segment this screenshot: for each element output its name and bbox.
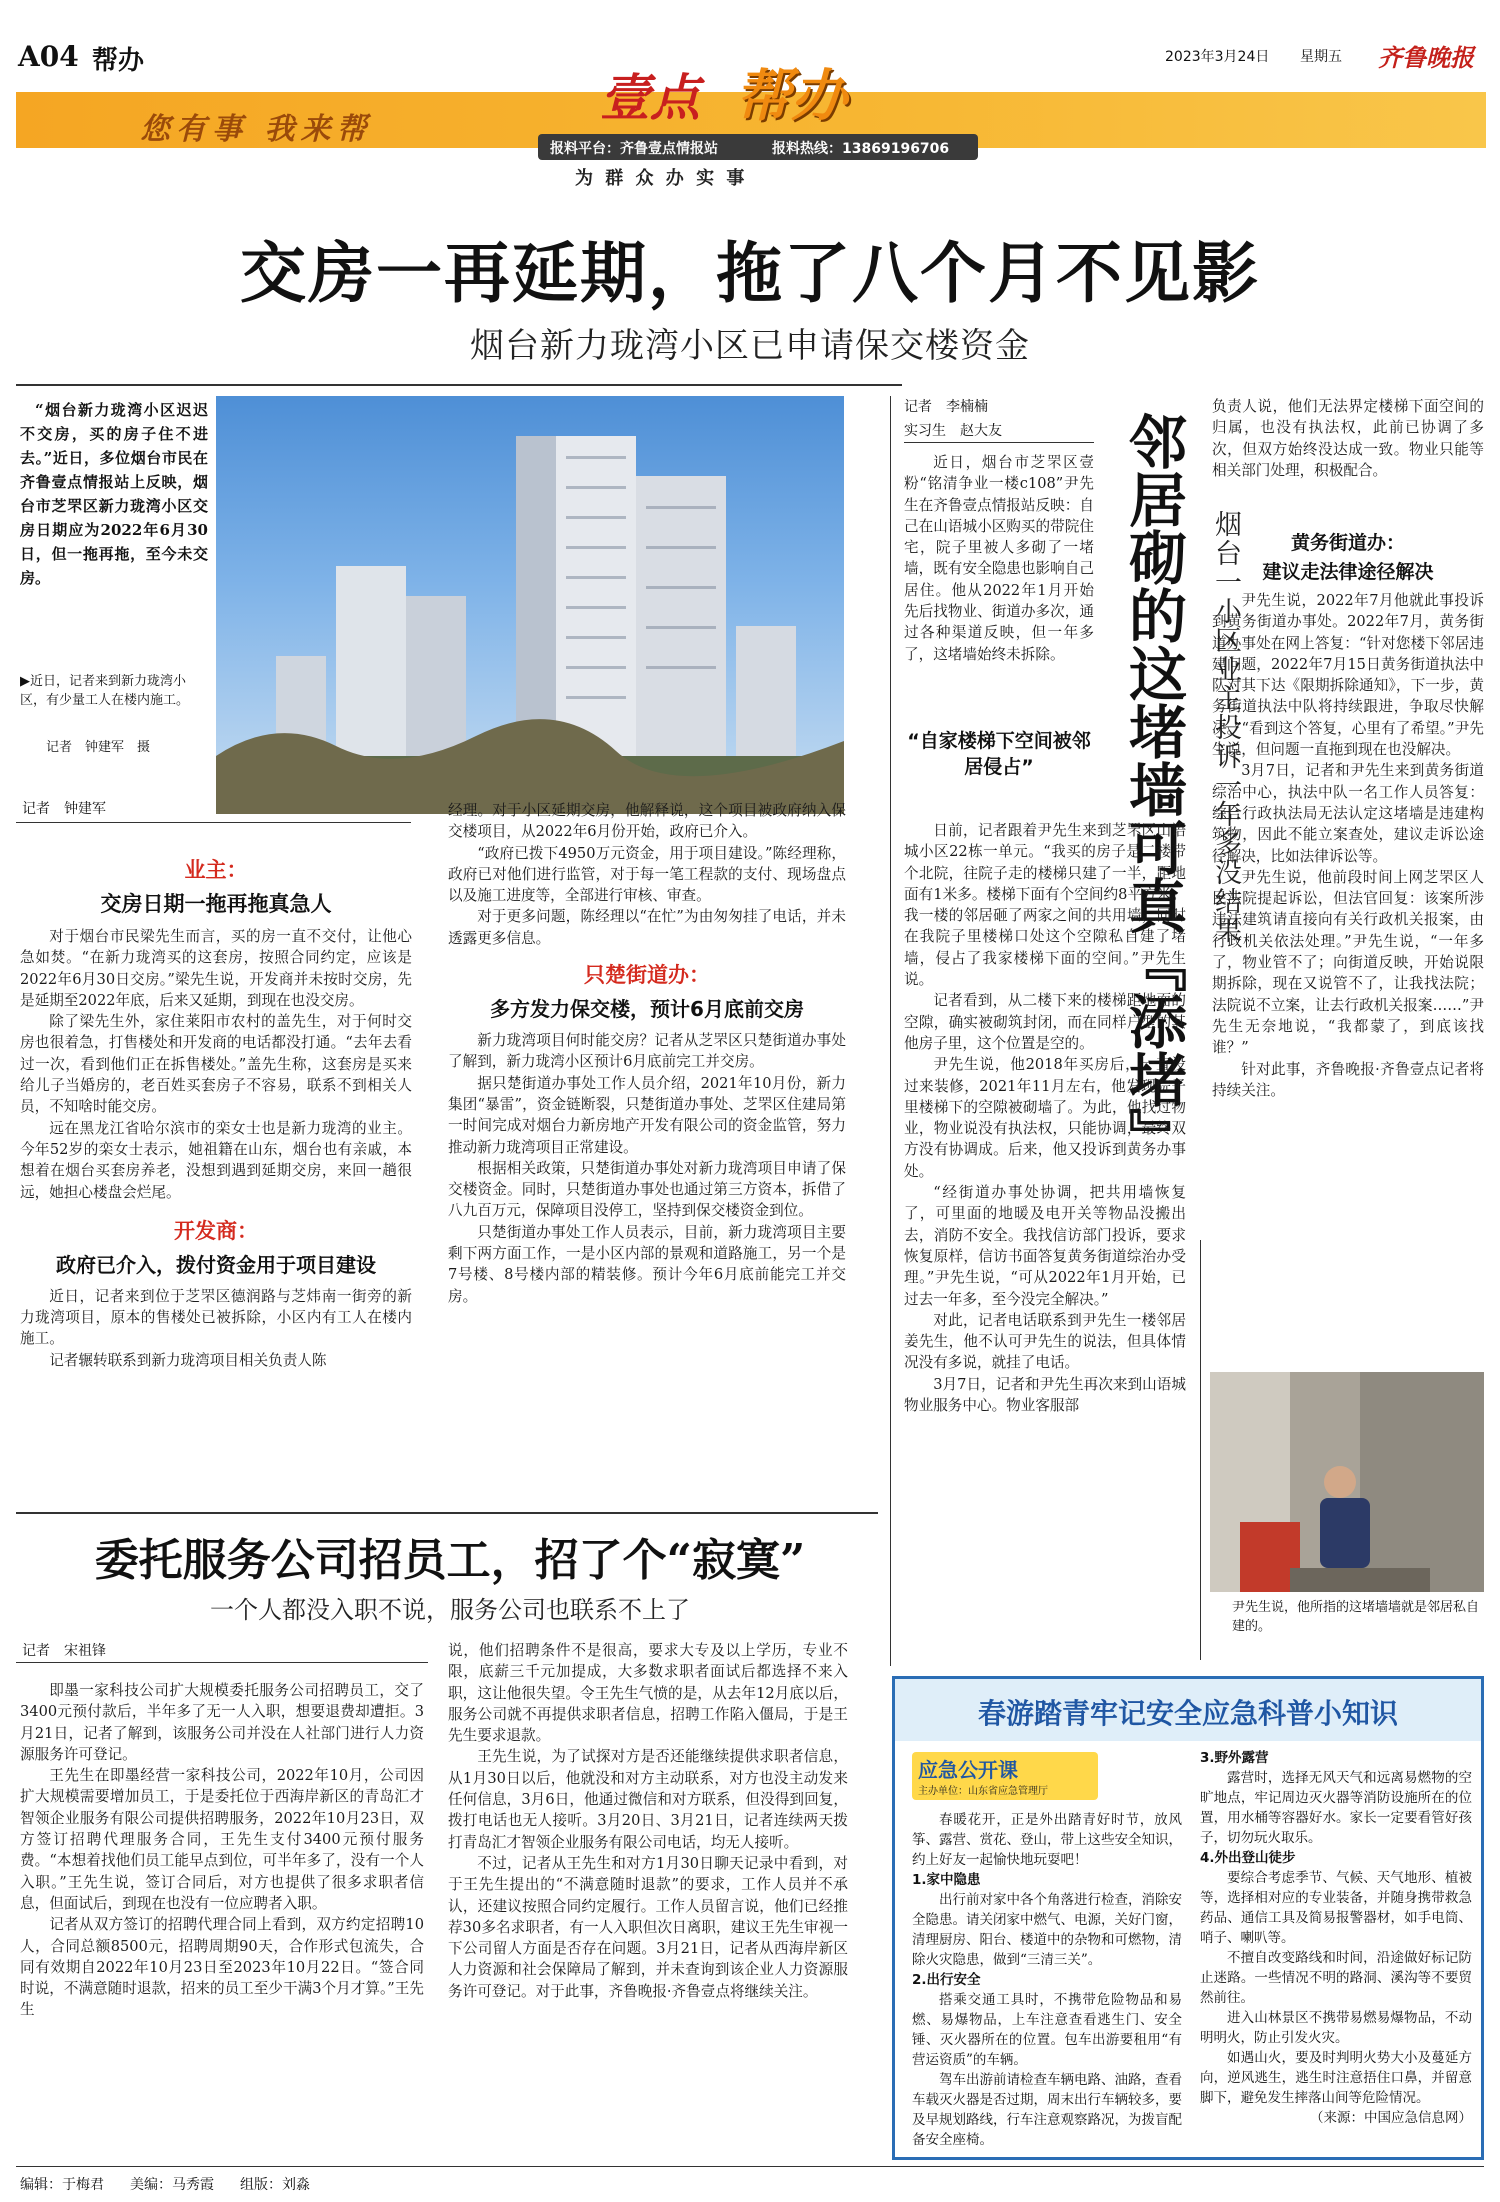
paragraph: 出行前对家中各个角落进行检查，消除安全隐患。请关闭家中燃气、电源，关好门窗，清理厨房、阳台、楼道中的杂物和可燃物，清除火灾隐患，做到“三清三关”。 [912,1892,1182,1968]
paragraph: 尹先生说，他2018年买房后，一直没过来装修，2021年11月左右，他发现院子里楼梯下的空隙被砌墙了。为此，他找过物业，物业说没有执法权，只能协调，最终双方没有协调成。后来，他又投诉到黄务办事处。 [904,1056,1186,1180]
photo-caption: ▶近日，记者来到新力珑湾小区，有少量工人在楼内施工。 [20,674,190,708]
hire-headline: 委托服务公司招员工，招了个“寂寞” [94,1535,806,1586]
byline: 记者 钟建军 [22,801,106,817]
report-platform: 报料平台：齐鲁壹点情报站 [550,141,718,157]
paragraph: 近日，记者来到位于芝罘区德润路与芝炜南一街旁的新力珑湾项目，原本的售楼处已被拆除，小区内有工人在楼内施工。 [20,1287,412,1348]
logo-bangban: 帮办 [735,64,847,129]
body-text [904,820,1186,1416]
body-text [1212,590,1484,1101]
safety-subheading: 1.家中隐患 [912,1872,981,1888]
paragraph: 露营时，选择无风天气和远离易燃物的空旷地点，牢记周边灭火器等消防设施所在的位置，用水桶等容器好水。家长一定要看管好孩子，切勿玩火取乐。 [1200,1770,1472,1846]
body-text [448,1030,846,1307]
masthead-paper: 齐鲁晚报 [1378,43,1474,72]
wall-col-1 [904,728,1186,780]
body-text [904,452,1094,665]
body-text [1212,396,1484,481]
paragraph: 不过，记者从王先生和对方1月30日聊天记录中看到，对于王先生提出的“不满意随时退款”的要求，工作人员并不承认，还建议按照合同约定履行。工作人员留言说，他们已经推荐30多名求职者，有一人入职但次日离职，建议王先生审视一下公司留人方面是否存在问题。3月21日，记者从西海岸新区人力资源和社会保障局了解到，并未查询到该企业人力资源服务许可登记。对于此事，齐鲁晚报·齐鲁壹点将继续关注。 [448,1854,848,2000]
divider [16,1662,428,1663]
wall-headline: 邻居砌的这堵墙可真『添堵』 [1119,412,1187,1166]
photo-caption: 尹先生说，他所指的这堵墙墙就是邻居私自建的。 [1232,1600,1480,1634]
paragraph: 针对此事，齐鲁晚报·齐鲁壹点记者将持续关注。 [1212,1060,1484,1099]
page-number: A04 [18,40,79,73]
paragraph: 据只楚街道办事处工作人员介绍，2021年10月份，新力集团“暴雷”，资金链断裂，只楚街道办事处、芝罘区住建局第一时间完成对烟台力新房地产开发有限公司的资金监管，努力推动新力珑湾项目正常建设。 [448,1074,846,1156]
paragraph: 即墨一家科技公司扩大规模委托服务公司招聘员工，交了3400元预付款后，半年多了无一人入职，想要退费却遭拒。3月21日，记者了解到，该服务公司并没在人社部门进行人力资源服务许可登记。 [20,1682,424,1763]
paragraph: 负责人说，他们无法界定楼梯下面空间的归属，也没有执法权，此前已协调了多次，但双方始终没达成一致。物业只能等相关部门处理，积极配合。 [1212,398,1484,479]
main-lead: “烟台新力珑湾小区迟迟不交房，买的房子住不进去。”近日，多位烟台市民在齐鲁壹点情报站上反映，烟台市芝罘区新力珑湾小区交房日期应为2022年6月30日，但一拖再拖，至今未交房。 [20,401,208,587]
photo-credit: 记者 钟建军 摄 [46,740,151,755]
paragraph: 对于更多问题，陈经理以“在忙”为由匆匆挂了电话，并未透露更多信息。 [448,908,846,947]
source-note: （来源：中国应急信息网） [1310,2110,1472,2126]
paragraph: 尹先生说，2022年7月他就此事投诉到黄务街道办事处。2022年7月，黄务街道办事处在网上答复：“针对您楼下邻居违建问题，2022年7月15日黄务街道执法中队对其下达《限期拆除通知》，下一步，黄务街道执法中队将持续跟进，争取尽快解决。”“看到这个答复，心里有了希望。”尹先生说，但问题一直拖到现在也没解决。 [1212,592,1484,759]
report-hotline: 报料热线：13869196706 [772,141,950,157]
paragraph: 3月7日，记者和尹先生来到黄务街道综治中心，执法中队一名工作人员答复：综合行政执法局无法认定这堵墙是违建构筑物，因此不能立案查处，建议走诉讼途径解决，比如法律诉讼等。 [1212,762,1484,865]
wall-col-2 [1212,396,1484,481]
safety-subheading: 3.野外露营 [1200,1750,1269,1766]
wall-illustration [1210,1372,1484,1592]
footer-layout: 组版：刘淼 [240,2177,310,2193]
main-subheadline: 烟台新力珑湾小区已申请保交楼资金 [470,326,1030,366]
main-col-2 [448,800,846,1307]
divider [16,822,411,823]
wall-photo [1210,1372,1484,1592]
section-heading: 交房日期一拖再拖真急人 [100,892,332,916]
safety-badge-label: 应急公开课 [918,1758,1018,1782]
section-label: 业主： [184,858,248,882]
paragraph: 日前，记者跟着尹先生来到芝罘区山语城小区22栋一单元。“我买的房子是二楼带个北院，往院子走的楼梯只建了一半，距地面有1米多。楼梯下面有个空间约8平方米。我一楼的邻居砸了两家之间的共用墙，同时在我院子里楼梯口处这个空隙私自建了堵墙，侵占了我家楼梯下面的空间。”尹先生说。 [904,822,1186,989]
safety-title: 春游踏青牢记安全应急科普小知识 [977,1697,1398,1730]
paragraph: 王先生在即墨经营一家科技公司，2022年10月，公司因扩大规模需要增加员工，于是委托位于西海岸新区的青岛汇才智领企业服务有限公司提供招聘服务，2022年10月23日，双方签订招聘代理服务合同，王先生支付3400元预付服务费。“本想着找他们员工能早点到位，可半年多了，没有一个人入职。”王先生说，签订合同后，对方也提供了很多求职者信息，但面试后，到现在也没有一位应聘者入职。 [20,1767,424,1912]
divider [16,384,902,386]
section-heading: 多方发力保交楼，预计6月底前交房 [490,997,804,1022]
main-col-1 [20,854,412,1371]
paragraph: 近日，烟台市芝罘区壹粉“铭清争业一楼c108”尹先生在齐鲁壹点情报站反映：自己在山语城小区购买的带院住宅，院子里被人多砌了一堵墙，既有安全隐患也影响自己居住。他从2022年1月开始先后找物业、街道办多次，通过各种渠道反映，但一年多了，这堵墙始终未拆除。 [904,454,1094,663]
paragraph: 经理。对于小区延期交房，他解释说，这个项目被政府纳入保交楼项目，从2022年6月份开始，政府已介入。 [448,802,846,841]
section-label: 只楚街道办： [584,963,710,988]
hire-subheadline: 一个人都没入职不说，服务公司也联系不上了 [210,1596,690,1624]
masthead-date: 2023年3月24日 [1165,49,1270,65]
paragraph: 新力珑湾项目何时能交房？记者从芝罘区只楚街道办事处了解到，新力珑湾小区预计6月底前完工并交房。 [448,1032,846,1071]
paragraph: 不擅自改变路线和时间，沿途做好标记防止迷路。一些情况不明的路洞、溪沟等不要贸然前往。 [1200,1950,1472,2006]
logo-yidian: 壹点 [600,69,700,127]
paragraph: 驾车出游前请检查车辆电路、油路，查看车载灭火器是否过期，周末出行车辆较多，要及早规划路线，行车注意观察路况，为拨盲配备安全座椅。 [912,2072,1182,2148]
vertical-divider [890,396,891,1666]
byline: 实习生 赵大友 [904,423,1002,439]
paragraph: 对此，记者电话联系到尹先生一楼邻居姜先生，他不认可尹先生的说法，但具体情况没有多说，就挂了电话。 [904,1311,1186,1372]
byline: 记者 李楠楠 [904,399,988,415]
footer-designer: 美编：马秀霞 [130,2177,214,2193]
body-text [20,1286,412,1371]
paragraph: 记者看到，从二楼下来的楼梯距地面的空隙，确实被砌筑封闭，而在同样户型的其他房子里，这个位置是空的。 [904,992,1186,1052]
wall-col-1-text [904,820,1186,1416]
footer-editor: 编辑：于梅君 [20,2177,104,2193]
paragraph: 说，他们招聘条件不是很高，要求大专及以上学历，专业不限，底薪三千元加提成，大多数求职者面试后都选择不来入职，这让他很失望。令王先生气愤的是，从去年12月底以后，服务公司就不再提供求职者信息，招聘工作陷入僵局，于是王先生要求退款。 [448,1642,848,1745]
paragraph: 根据相关政策，只楚街道办事处对新力珑湾项目申请了保交楼资金。同时，只楚街道办事处也通过第三方资本，拆借了八九百万元，保障项目没停工，坚持到保交楼资金到位。 [448,1159,846,1220]
building-photo [216,396,844,814]
wall-subheadline: 烟台一小区业主投诉一年多没结果 [1210,510,1241,945]
paragraph: 记者从双方签订的招聘代理合同上看到，双方约定招聘10人，合同总额8500元，招聘周期90天，合作形式包流失，合同有效期自2022年10月23日至2023年10月22日。“签合同时说，不满意随时退款，招来的员工至少干满3个月才算。”王先生 [20,1916,424,2019]
hire-col-2 [448,1640,848,2002]
paragraph: 对于烟台市民梁先生而言，买的房一直不交付，让他心急如焚。“在新力珑湾买的这套房，按照合同约定，应该是2022年6月30日交房。”梁先生说，开发商并未按时交房，先是延期至2022年底，后来又延期，到现在也没交房。 [20,928,412,1009]
paragraph: 只楚街道办事处工作人员表示，目前，新力珑湾项目主要剩下两方面工作，一是小区内部的景观和道路施工，另一个是7号楼、8号楼内部的精装修。预计今年6月底前能完工并交房。 [448,1223,846,1305]
masthead-weekday: 星期五 [1300,49,1342,65]
paragraph: 记者辗转联系到新力珑湾项目相关负责人陈 [49,1351,327,1369]
safety-badge-sub: 主办单位：山东省应急管理厅 [918,1786,1048,1797]
building-illustration [216,396,844,814]
section-label: 开发商： [174,1218,258,1243]
safety-subheading: 2.出行安全 [912,1972,981,1988]
byline: 记者 宋祖锋 [22,1643,106,1659]
main-headline: 交房一再延期，拖了八个月不见影 [240,234,1260,312]
section-heading: 黄务街道办： [1290,532,1405,554]
paragraph: 王先生说，为了试探对方是否还能继续提供求职者信息，从1月30日以后，他就没和对方主动联系，对方也没主动发来任何信息，3月6日，他通过微信和对方联系，但没得到回复，拨打电话也无人接听。3月20日、3月21日，记者连续两天拨打青岛汇才智领企业服务有限公司电话，均无人接听。 [448,1748,848,1851]
paragraph: 远在黑龙江省哈尔滨市的栾女士也是新力珑湾的业主。今年52岁的栾女士表示，她祖籍在山东，烟台也有亲戚，本想着在烟台买套房养老，没想到遇到延期交房，来回一趟很远，她担心楼盘会烂尾。 [20,1119,412,1201]
section-heading: 建议走法律途径解决 [1262,561,1434,583]
paragraph: 春暖花开，正是外出踏青好时节，放风筝、露营、赏花、登山，带上这些安全知识，约上好友一起愉快地玩耍吧！ [912,1812,1182,1868]
paragraph: 进入山林景区不携带易燃易爆物品，不动明明火，防止引发火灾。 [1200,2010,1472,2046]
safety-subheading: 4.外出登山徒步 [1200,1850,1296,1866]
paragraph: “政府已拨下4950万元资金，用于项目建设。”陈经理称，政府已对他们进行监管，对于每一笔工程款的支付、现场盘点以及施工进度等，全部进行审核、审查。 [448,844,846,905]
paragraph: 3月7日，记者和尹先生再次来到山语城物业服务中心。物业客服部 [904,1375,1186,1415]
wall-intro [904,452,1094,665]
paragraph: 如遇山火，要及时判明火势大小及蔓延方向，逆风逃生，逃生时注意捂住口鼻，并留意脚下，避免发生摔落山间等危险情况。 [1200,2050,1472,2106]
paragraph: 尹先生说，他前段时间上网芝罘区人民法院提起诉讼，但法官回复：该案所涉违法建筑请直接向有关行政机关报案，由行政机关依法处理。”尹先生说，“一年多了，物业管不了；向街道反映，开始说限期拆除，现在又说管不了，让我找法院；法院说不立案，让去行政机关报案……”尹先生无奈地说，“我都蒙了，到底该找谁？” [1212,868,1484,1057]
divider [16,1512,878,1514]
paragraph: 搭乘交通工具时，不携带危险物品和易燃、易爆物品，上车注意查看逃生门、安全锤、灭火器所在的位置。包车出游要租用“有营运资质”的车辆。 [912,1992,1182,2068]
body-text [448,1640,848,2002]
wall-col-3 [1212,528,1484,1101]
footer-rule [16,2166,1484,2167]
section-heading: 政府已介入，拨付资金用于项目建设 [56,1252,376,1277]
safety-col-1 [912,1810,1182,2150]
section-heading: “自家楼梯下空间被邻居侵占” [907,730,1091,778]
paragraph: 要综合考虑季节、气候、天气地形、植被等，选择相对应的专业装备，并随身携带救急药品、通信工具及简易报警器材，如手电筒、哨子、喇叭等。 [1200,1870,1472,1946]
divider [904,442,1094,443]
masthead-logo [600,52,890,142]
safety-col-2 [1200,1748,1472,2128]
body-text [448,800,846,949]
header-slogan: 您有事 我来帮 [140,112,373,147]
paragraph: “经街道办事处协调，把共用墙恢复了，可里面的地暖及电开关等物品没搬出去，消防不安全。我找信访部门投诉，要求恢复原样，信访书面答复黄务街道综治办受理。”尹先生说，“可从2022年1月开始，已过去一年多，至今没完全解决。” [904,1184,1186,1308]
hire-col-1 [20,1680,424,2021]
body-text [20,1680,424,2021]
vertical-divider [1200,1240,1201,1660]
body-text [20,926,412,1203]
masthead-motto: 为 群 众 办 实 事 [575,168,748,189]
paragraph: 除了梁先生外，家住莱阳市农村的盖先生，对于何时交房也很着急，打售楼处和开发商的电话都没打通。“去年去看过一次，看到他们正在拆售楼处。”盖先生称，这套房是买来给儿子当婚房的，老百姓买套房子不容易，联系不到相关人员，不知啥时能交房。 [20,1013,412,1116]
section-name: 帮办 [92,46,145,76]
